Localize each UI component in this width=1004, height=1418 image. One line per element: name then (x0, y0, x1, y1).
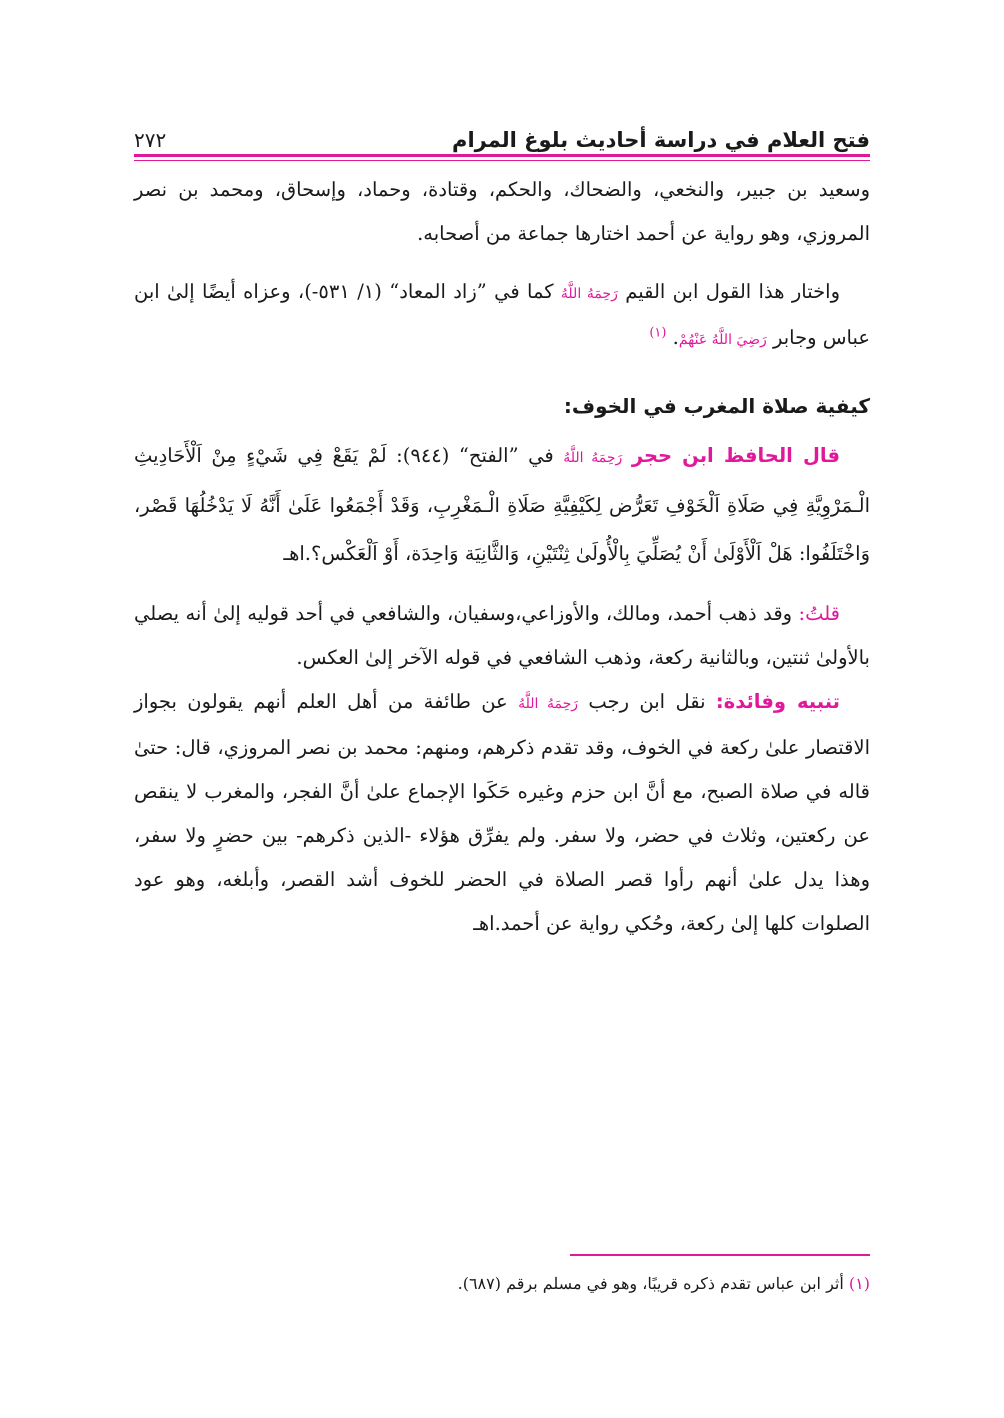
qultu-label: قلتُ: (798, 602, 840, 625)
page-number: ٢٧٢ (134, 128, 167, 152)
header-rule-thin (134, 160, 870, 161)
qultu-text: وقد ذهب أحمد، ومالك، والأوزاعي،وسفيان، والشافعي في أحد قوليه إلىٰ أنه يصلي بالأولىٰ ثنتين، وبالثانية ركعة، وذهب الشافعي في قوله الآخر إلىٰ العكس. (134, 602, 870, 669)
qultu-paragraph (134, 592, 870, 680)
footnote-text: أثر ابن عباس تقدم ذكره قريبًا، وهو في مسلم برقم (٦٨٧). (457, 1274, 844, 1293)
footnote-reference[interactable]: (١) (649, 325, 667, 341)
book-title: فتح العلام في دراسة أحاديث بلوغ المرام (452, 128, 870, 152)
honorific-radiyallahu: رَضِيَ اللَّهُ عَنْهُمْ (678, 332, 767, 348)
hadith-text: في ”الفتح“ (٩٤٤): لَمْ يَقَعْ فِي شَيْءٍ مِنْ اَلْأَحَادِيثِ الْـمَرْوِيَّةِ فِي صَلَاةِ اَلْخَوْفِ تَعَرُّض لِكَيْفِيَّةِ صَلَاةِ الْـمَغْرِبِ، وَقَدْ أَجْمَعُوا عَلَىٰ أَنَّهُ لَا يَدْخُلُهَا قَصْر، وَاخْتَلَفُوا: هَلْ اَلْأَوْلَىٰ أَنْ يُصَلِّيَ بِالْأُولَىٰ ثِنْتَيْنِ، وَالثَّانِيَة وَاحِدَة، أَوْ اَلْعَكْس؟.اهـ (134, 444, 870, 565)
paragraph-2-text-c: . (672, 326, 679, 349)
running-header (134, 118, 870, 152)
section-heading: كيفية صلاة المغرب في الخوف: (563, 394, 870, 418)
tanbih-label: تنبيه وفائدة: (715, 690, 840, 713)
tanbih-honorific: رَحِمَهُ اللَّهُ (518, 696, 579, 712)
hadith-honorific: رَحِمَهُ اللَّهُ (563, 450, 623, 466)
paragraph-2-text-b: كما في ”زاد المعاد“ (١/ ٥٣١-)، وعزاه أيضًا إلىٰ ابن عباس وجابر (134, 280, 870, 349)
tanbih-paragraph (134, 680, 870, 946)
paragraph-2-text-a: واختار هذا القول ابن القيم (625, 280, 840, 303)
tanbih-text-a: نقل ابن رجب (588, 690, 706, 713)
paragraph-1-line-1: وسعيد بن جبير، والنخعي، والضحاك، والحكم، وقتادة، وحماد، وإسحاق، (274, 178, 870, 201)
footnote (134, 1270, 870, 1298)
paragraph-1-line-2: ومحمد بن نصر المروزي، وهو رواية عن أحمد اختارها جماعة من أصحابه. (134, 178, 870, 245)
hadith-speaker: قال الحافظ ابن حجر (631, 444, 840, 467)
header-rule-thick (134, 154, 870, 157)
footnote-separator (570, 1254, 870, 1256)
body-text (134, 168, 870, 946)
tanbih-text-b: عن طائفة من أهل العلم أنهم يقولون بجواز الاقتصار علىٰ ركعة في الخوف، وقد تقدم ذكرهم، ومنهم: محمد بن نصر المروزي، قال: حتىٰ قاله في صلاة الصبح، مع أنَّ ابن حزم وغيره حَكَوا الإجماع علىٰ أنَّ الفجر، والمغرب لا ينقص عن ركعتين، وثلاث في حضر، ولا سفر. ولم يفرِّق هؤلاء -الذين ذكرهم- بين حضرٍ ولا سفر، وهذا يدل علىٰ أنهم رأوا قصر الصلاة في الحضر للخوف أشد القصر، وأبلغه، وهو عود الصلوات كلها إلىٰ ركعة، وحُكي رواية عن أحمد.اهـ (134, 690, 870, 935)
hadith-quote (134, 432, 870, 578)
honorific-rahimahullah: رَحِمَهُ اللَّهُ (560, 286, 618, 302)
footnote-number: (١) (848, 1274, 870, 1293)
paragraph-2 (134, 270, 870, 362)
paragraph-1 (134, 168, 870, 256)
